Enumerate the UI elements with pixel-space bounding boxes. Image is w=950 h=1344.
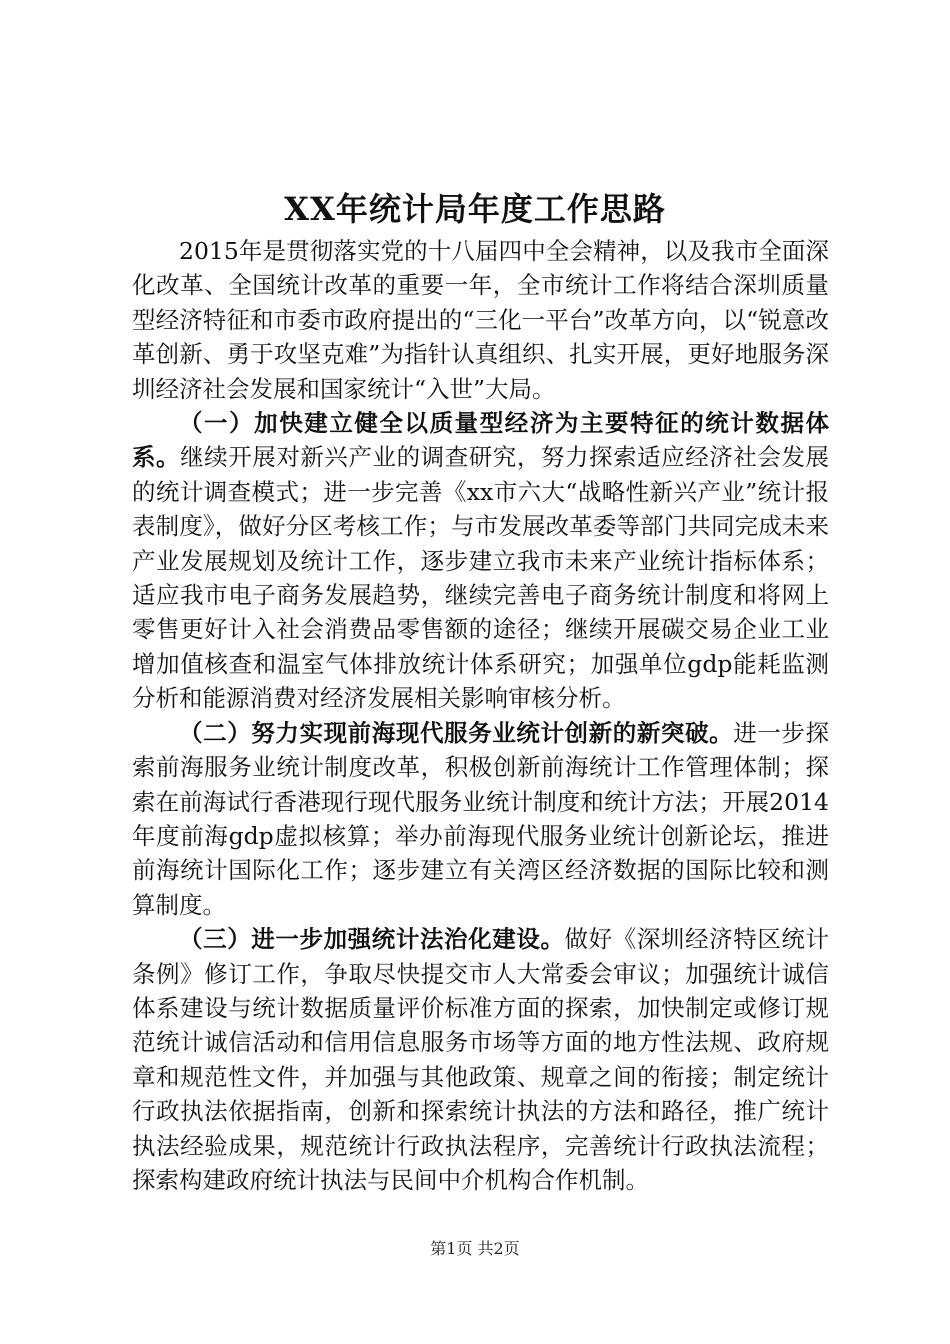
intro-paragraph: 2015年是贯彻落实党的十八届四中全会精神，以及我市全面深化改革、全国统计改革的重要一年，全市统计工作将结合深圳质量型经济特征和市委市政府提出的“三化一平台”改革方向，以“锐意改革创新、勇于攻坚克难”为指针认真组织、扎实开展，更好地服务深圳经济社会发展和国家统计“入世”大局。 xyxy=(132,237,829,403)
section-heading-1: （一）加快建立健全以质量型经济为主要特征的统计数据体系。 xyxy=(132,409,829,472)
section-heading-3: （三）进一步加强统计法治化建设。 xyxy=(179,925,565,954)
page-number-footer: 第1页 共2页 xyxy=(430,1239,520,1258)
section-text-3: 做好《深圳经济特区统计条例》修订工作，争取尽快提交市人大常委会审议；加强统计诚信体系建设与统计数据质量评价标准方面的探索，加快制定或修订规范统计诚信活动和信用信息服务市场等方面的地方性法规、政府规章和规范性文件，并加强与其他政策、规章之间的衔接；制定统计行政执法依据指南，创新和探索统计执法的方法和路径，推广统计执法经验成果，规范统计行政执法程序，完善统计行政执法流程；探索构建政府统计执法与民间中介机构合作机制。 xyxy=(132,925,830,1194)
section-paragraph-3 xyxy=(132,922,829,1197)
section-paragraph-1 xyxy=(132,406,829,716)
section-heading-2: （二）努力实现前海现代服务业统计创新的新突破。 xyxy=(179,718,734,747)
section-text-1: 继续开展对新兴产业的调查研究，努力探索适应经济社会发展的统计调查模式；进一步完善《xx市六大“战略性新兴产业”统计报表制度》，做好分区考核工作；与市发展改革委等部门共同完成未来产业发展规划及统计工作，逐步建立我市未来产业统计指标体系；适应我市电子商务发展趋势，继续完善电子商务统计制度和将网上零售更好计入社会消费品零售额的途径；继续开展碳交易企业工业增加值核查和温室气体排放统计体系研究；加强单位gdp能耗监测分析和能源消费对经济发展相关影响审核分析。 xyxy=(132,443,830,713)
section-text-2: 进一步探索前海服务业统计制度改革，积极创新前海统计工作管理体制；探索在前海试行香港现行现代服务业统计制度和统计方法；开展2014年度前海gdp虚拟核算；举办前海现代服务业统计创新论坛，推进前海统计国际化工作；逐步建立有关湾区经济数据的国际比较和测算制度。 xyxy=(132,718,830,919)
document-title: XX年统计局年度工作思路 xyxy=(284,190,666,228)
document-body xyxy=(132,234,829,1197)
section-paragraph-2 xyxy=(132,716,829,922)
